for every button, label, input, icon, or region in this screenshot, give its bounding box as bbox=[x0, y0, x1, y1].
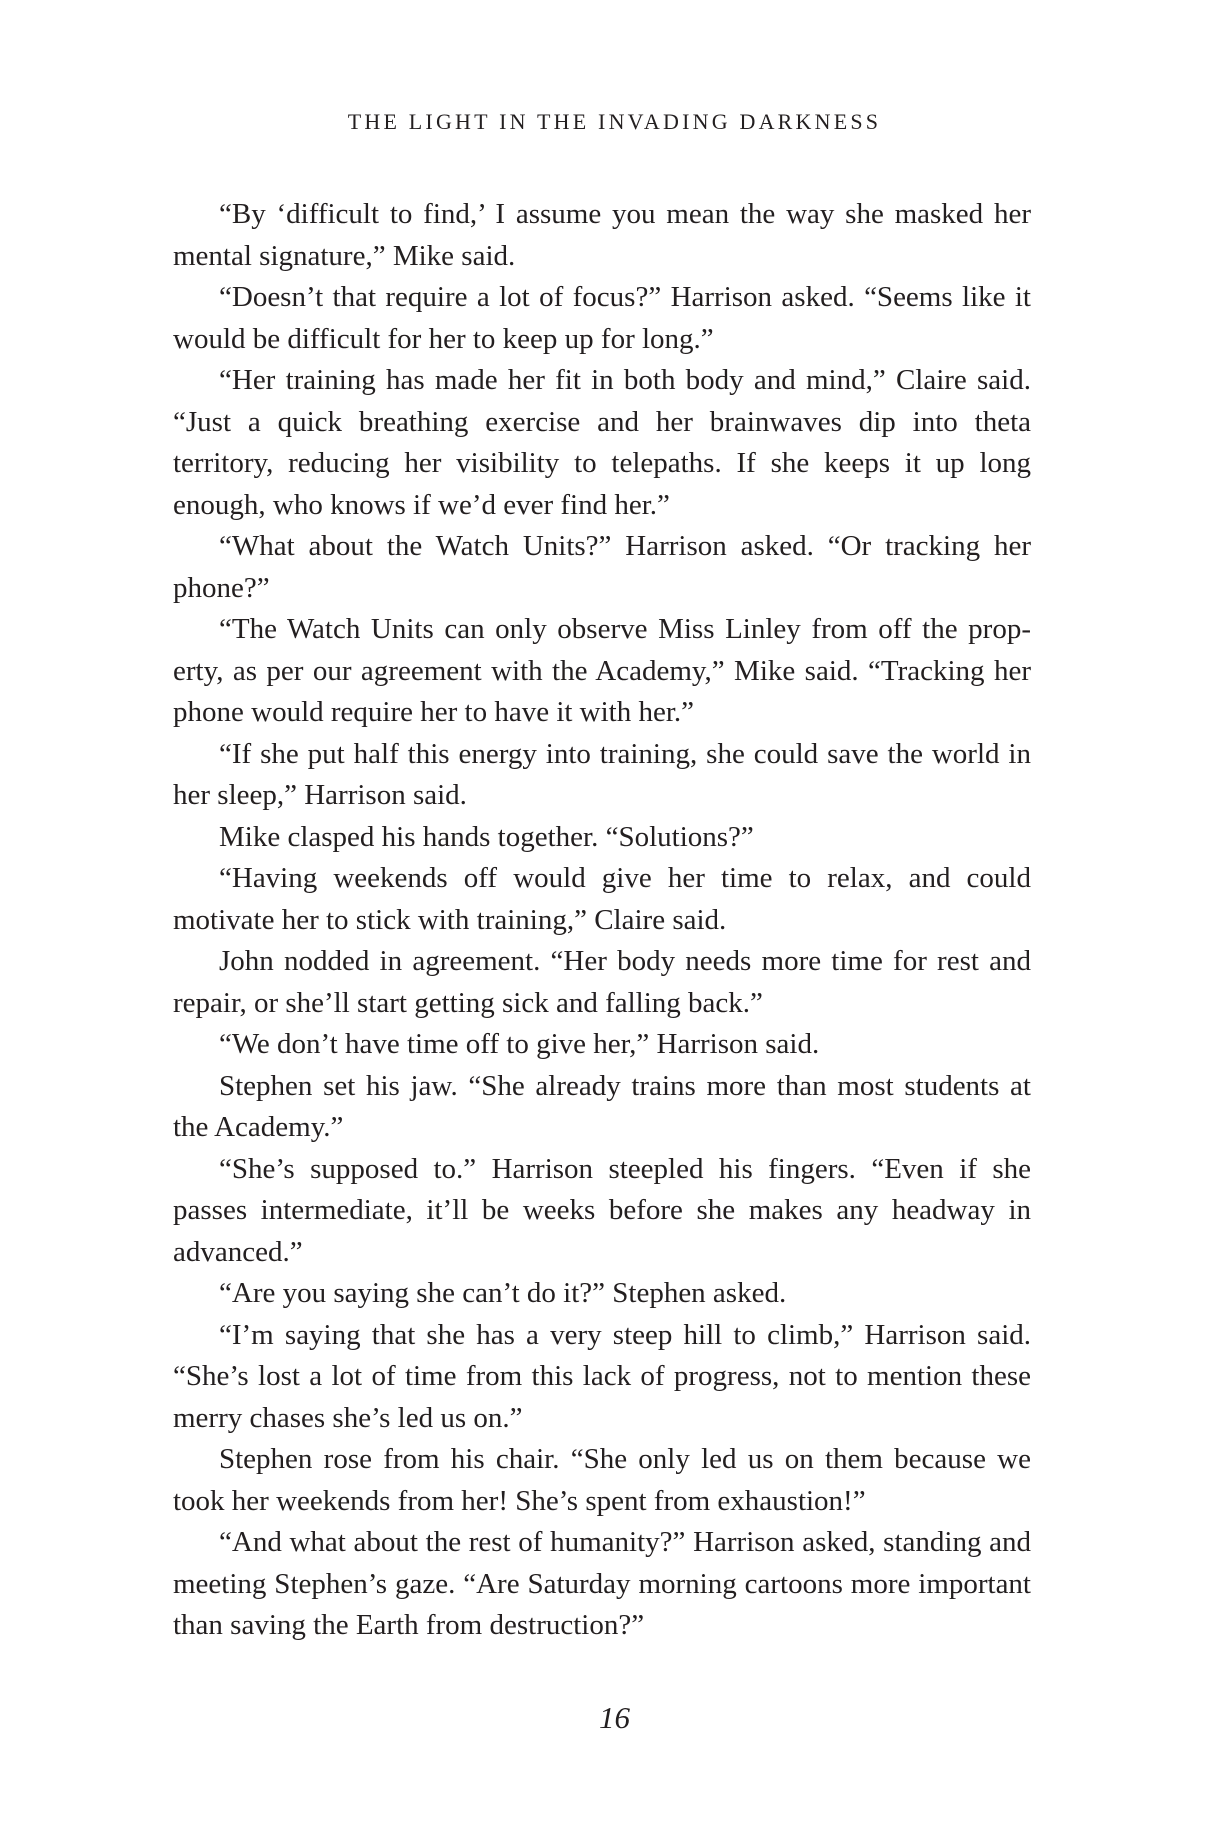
paragraph: “The Watch Units can only observe Miss Linley from off the property, as per our agreement with the Academy,” Mike said. “Tracking her phone would require her to have it with her.” bbox=[173, 613, 1031, 728]
paragraph: “She’s supposed to.” Harrison steepled his fingers. “Even if she passes intermediate, it’ll be weeks before she makes any headway in advanced.” bbox=[173, 1152, 1031, 1268]
paragraph: Mike clasped his hands together. “Solutions?” bbox=[219, 820, 754, 853]
body-text bbox=[173, 194, 1031, 1647]
paragraph: “I’m saying that she has a very steep hill to climb,” Harrison said. “She’s lost a lot of time from this lack of progress, not to mention these merry chases she’s led us on.” bbox=[173, 1318, 1031, 1434]
paragraph: Stephen set his jaw. “She already trains more than most students at the Academy.” bbox=[173, 1069, 1031, 1143]
running-head: THE LIGHT IN THE INVADING DARKNESS bbox=[347, 109, 882, 134]
paragraph: “If she put half this energy into training, she could save the world in her sleep,” Harrison said. bbox=[173, 737, 1031, 811]
paragraph: “And what about the rest of humanity?” Harrison asked, standing and meeting Stephen’s gaze. “Are Saturday morning cartoons more important than saving the Earth from destruction?” bbox=[173, 1526, 1031, 1641]
paragraph: Stephen rose from his chair. “She only led us on them because we took her weekends from her! She’s spent from exhaustion!” bbox=[173, 1443, 1031, 1517]
page-number: 16 bbox=[599, 1700, 630, 1735]
paragraph: “We don’t have time off to give her,” Harrison said. bbox=[219, 1028, 820, 1060]
paragraph: “Are you saying she can’t do it?” Stephen asked. bbox=[219, 1277, 787, 1309]
paragraph: John nodded in agreement. “Her body needs more time for rest and repair, or she’ll start getting sick and falling back.” bbox=[173, 945, 1031, 1019]
paragraph: “Doesn’t that require a lot of focus?” Harrison asked. “Seems like it would be difficult for her to keep up for long.” bbox=[173, 281, 1031, 355]
paragraph: “Having weekends off would give her time to relax, and could motivate her to stick with training,” Claire said. bbox=[173, 862, 1031, 936]
paragraph: “Her training has made her fit in both body and mind,” Claire said. “Just a quick breathing exercise and her brainwaves dip into theta territory, reducing her visibility to telepaths. If she keeps it up long enough, who knows if we’d ever find her.” bbox=[173, 364, 1031, 521]
paragraph: “By ‘difficult to find,’ I assume you mean the way she masked her mental signature,” Mike said. bbox=[173, 198, 1031, 272]
paragraph: “What about the Watch Units?” Harrison asked. “Or tracking her phone?” bbox=[173, 530, 1031, 604]
